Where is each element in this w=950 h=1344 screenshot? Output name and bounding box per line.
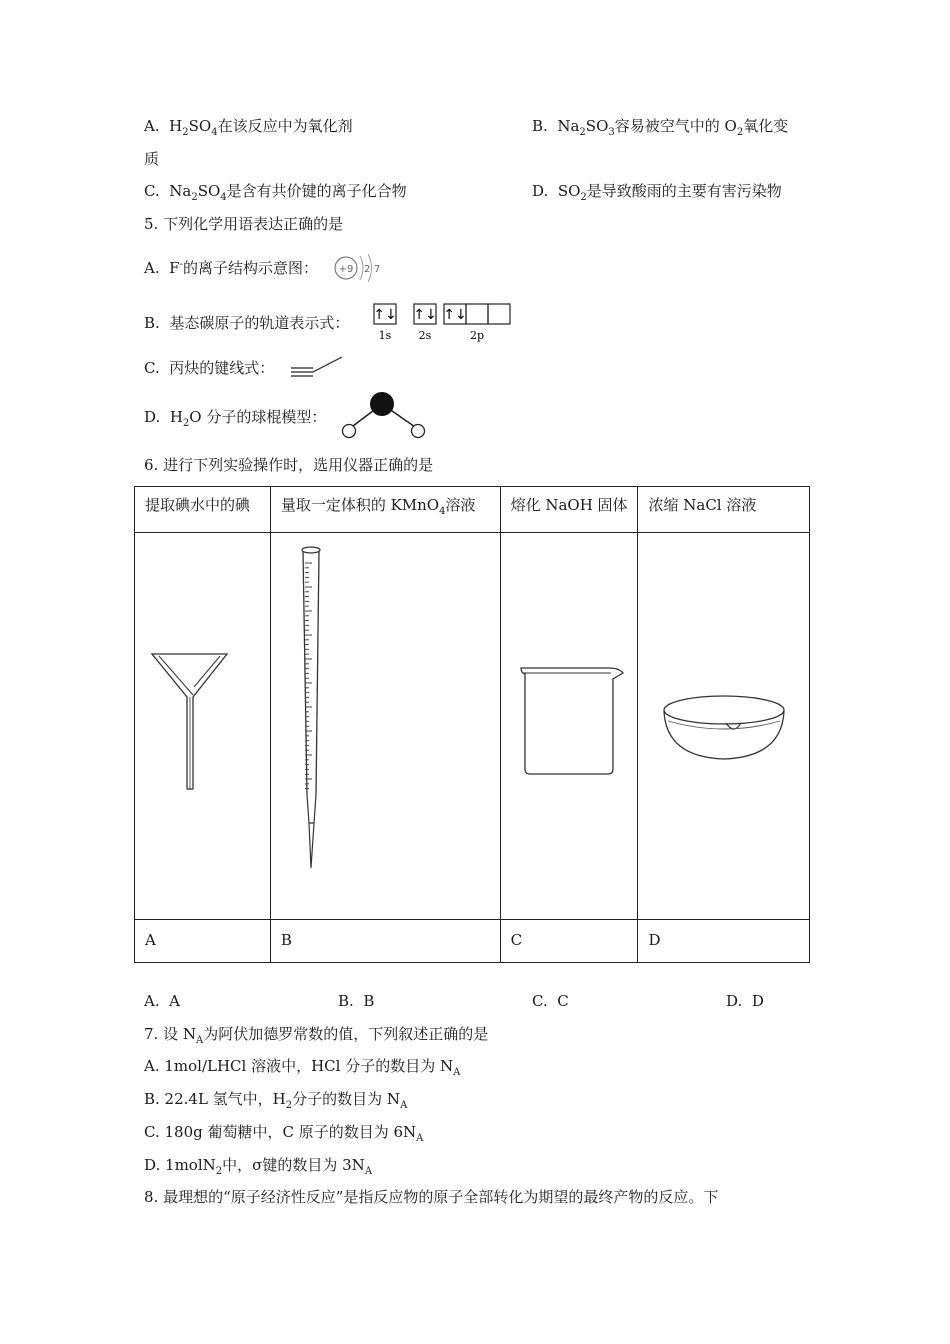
funnel-illustration — [135, 533, 271, 919]
q5-stem: 5. 下列化学用语表达正确的是 — [144, 215, 344, 233]
header-cell: 熔化 NaOH 固体 — [500, 487, 638, 533]
beaker-cell — [500, 533, 638, 920]
q7-option-d: D. 1molN$_2$中，σ键的数目为 $3N_A$ — [144, 1156, 373, 1177]
graduated-pipette-illustration — [271, 533, 501, 919]
hydrogen-atom — [412, 425, 425, 438]
q4-option-b-wrap: 质 — [144, 150, 160, 168]
label-1s: 1s — [378, 329, 392, 342]
label-cell: A — [135, 920, 271, 963]
q8-stem: 8. 最理想的“原子经济性反应”是指反应物的原子全部转化为期望的最终产物的反应。下 — [144, 1188, 719, 1206]
label-2s: 2s — [418, 329, 432, 342]
header-cell: 浓缩 NaCl 溶液 — [638, 487, 810, 533]
nucleus-charge: +9 — [338, 264, 354, 275]
q4-option-a: A. $H_2SO_4$在该反应中为氧化剂 — [144, 117, 353, 138]
q5-option-b: B. 基态碳原子的轨道表示式： — [144, 314, 350, 332]
header-cell: 提取碘水中的碘 — [135, 487, 271, 533]
q7-option-c: C. 180g 葡萄糖中，C 原子的数目为 $6N_A$ — [144, 1123, 424, 1144]
table-label-row — [135, 920, 810, 963]
shell-1-electrons: 2 — [364, 264, 371, 275]
q7-option-a: A. 1mol/LHCl 溶液中，HCl 分子的数目为 $N_A$ — [144, 1057, 461, 1078]
q7-option-b: B. 22.4L 氢气中，$H_2$分子的数目为 $N_A$ — [144, 1090, 408, 1111]
orbital-1s-arrows: ↑↓ — [373, 307, 397, 323]
q6-choice-a: A. A — [144, 992, 180, 1010]
label-2p: 2p — [469, 329, 485, 342]
q4-option-c: C. $Na_2SO_4$是含有共价键的离子化合物 — [144, 182, 407, 203]
orbital-box-2p-3 — [488, 304, 510, 324]
funnel-cell — [135, 533, 271, 920]
propyne-skeletal-formula — [288, 354, 348, 380]
q6-stem: 6. 进行下列实验操作时，选用仪器正确的是 — [144, 456, 434, 474]
fluoride-ion-diagram — [330, 248, 390, 288]
table-header-row — [135, 487, 810, 533]
label-cell: C — [500, 920, 638, 963]
q5-option-d: D. $H_2O$ 分子的球棍模型： — [144, 408, 327, 429]
pipette-cell — [270, 533, 500, 920]
oxygen-atom — [370, 392, 394, 416]
evaporating-dish-illustration — [638, 533, 810, 919]
orbital-2s-arrows: ↑↓ — [413, 307, 437, 323]
q6-apparatus-table — [134, 486, 810, 963]
q6-choice-d: D. D — [726, 992, 764, 1010]
water-ball-stick-model — [336, 388, 432, 444]
q5-option-a: A. F-的离子结构示意图： — [144, 259, 318, 277]
orbital-2p-arrows: ↑↓ — [443, 307, 467, 323]
q4-option-b: B. $Na_2SO_3$容易被空气中的 $O_2$氧化变 — [532, 117, 789, 138]
q6-choice-c: C. C — [532, 992, 569, 1010]
label-cell: B — [270, 920, 500, 963]
q4-option-d: D. $SO_2$是导致酸雨的主要有害污染物 — [532, 182, 782, 203]
table-image-row — [135, 533, 810, 920]
shell-2-electrons: 7 — [374, 264, 381, 275]
evaporating-dish-cell — [638, 533, 810, 920]
header-cell: 量取一定体积的 KMnO$_4$溶液 — [270, 487, 500, 533]
label-cell: D — [638, 920, 810, 963]
hydrogen-atom — [343, 425, 356, 438]
q6-choice-b: B. B — [338, 992, 375, 1010]
q5-option-c: C. 丙炔的键线式： — [144, 359, 275, 377]
orbital-box-2p-2 — [466, 304, 488, 324]
beaker-illustration — [501, 533, 639, 919]
q7-stem: 7. 设 $N_A$为阿伏加德罗常数的值，下列叙述正确的是 — [144, 1025, 489, 1046]
carbon-orbital-diagram — [372, 302, 514, 344]
